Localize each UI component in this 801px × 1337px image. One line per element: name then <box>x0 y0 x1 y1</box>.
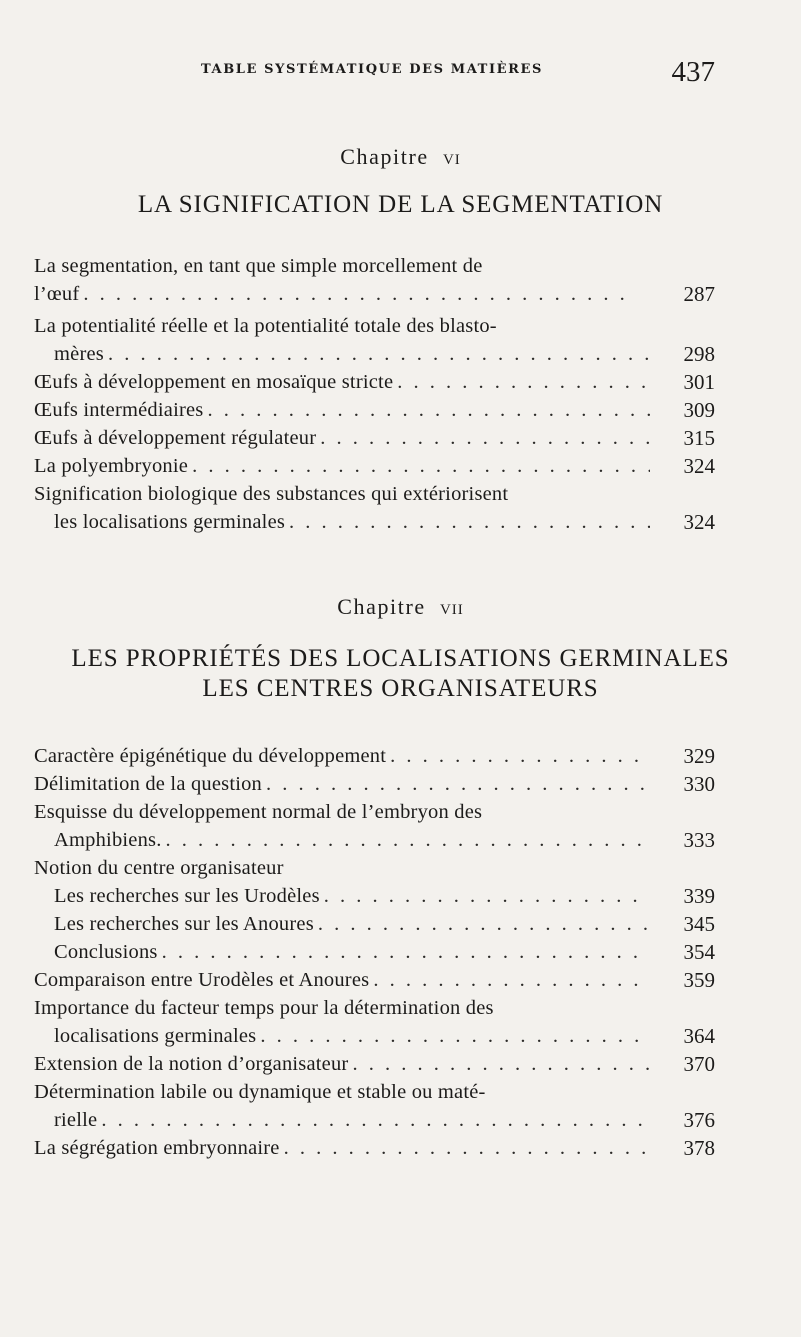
toc-page-number: 376 <box>683 1108 715 1132</box>
chapter-label: Chapitre <box>337 594 426 619</box>
toc-entry: localisations germinales . . . <box>54 1023 654 1049</box>
toc-entry: Délimitation de la question . . . <box>34 771 654 797</box>
chapter-heading-vi <box>0 144 801 170</box>
toc-page-number: 370 <box>683 1052 715 1076</box>
toc-page-number: 298 <box>683 342 715 366</box>
toc-page-number: 330 <box>683 772 715 796</box>
toc-entry-text: Détermination labile ou dynamique et stable ou maté- <box>34 1081 486 1103</box>
toc-entry: les localisations germinales . . . <box>54 509 654 535</box>
toc-entry: l’œuf . . . <box>34 281 634 307</box>
chapter-number: VII <box>439 602 464 618</box>
toc-page-number: 324 <box>683 454 715 478</box>
toc-entry: Caractère épigénétique du développement . . . <box>34 743 654 769</box>
toc-entry: Les recherches sur les Urodèles . . . <box>54 883 654 909</box>
toc-entry: La polyembryonie . . . <box>34 453 654 479</box>
chapter-title: LA SIGNIFICATION DE LA SEGMENTATION <box>137 191 664 218</box>
toc-page-number: 309 <box>683 398 715 422</box>
toc-entry: mères . . . <box>54 341 654 367</box>
toc-entry: Amphibiens. . . . <box>54 827 654 853</box>
toc-entry: La ségrégation embryonnaire . . . <box>34 1135 654 1161</box>
toc-page-number: 378 <box>683 1136 715 1160</box>
toc-entry: rielle . . . <box>54 1107 654 1133</box>
toc-page-number: 329 <box>683 744 715 768</box>
toc-entry: Conclusions . . . <box>54 939 654 965</box>
chapter-number: VI <box>442 152 461 168</box>
toc-page-number: 359 <box>683 968 715 992</box>
running-head <box>0 56 801 94</box>
toc-page-number: 364 <box>683 1024 715 1048</box>
toc-entry: Extension de la notion d’organisateur . . . <box>34 1051 654 1077</box>
chapter-title-line: LES CENTRES ORGANISATEURS <box>202 675 599 702</box>
toc-page-number: 354 <box>683 940 715 964</box>
toc-page-number: 301 <box>683 370 715 394</box>
toc-entry: Œufs à développement en mosaïque stricte . . . <box>34 369 654 395</box>
page-number: 437 <box>671 56 715 88</box>
toc-entry-text: La segmentation, en tant que simple morcellement de <box>34 255 483 277</box>
toc-page-number: 345 <box>683 912 715 936</box>
toc-page-number: 333 <box>683 828 715 852</box>
toc-page-number: 315 <box>683 426 715 450</box>
toc-entry: Notion du centre organisateur <box>34 857 284 879</box>
running-title: TABLE SYSTÉMATIQUE DES MATIÈRES <box>200 62 544 77</box>
toc-entry-text: La potentialité réelle et la potentialité totale des blasto- <box>34 315 497 337</box>
toc-entry-text: Esquisse du développement normal de l’embryon des <box>34 801 483 823</box>
toc-page-number: 339 <box>683 884 715 908</box>
chapter-label: Chapitre <box>340 144 429 169</box>
toc-entry-text: Importance du facteur temps pour la détermination des <box>34 997 494 1019</box>
toc-page-number: 324 <box>683 510 715 534</box>
toc-entry: Œufs à développement régulateur . . . <box>34 425 654 451</box>
toc-entry: Comparaison entre Urodèles et Anoures . . . <box>34 967 654 993</box>
toc-page-number: 287 <box>683 282 715 306</box>
chapter-heading-vii <box>0 594 801 620</box>
toc-entry: Les recherches sur les Anoures . . . <box>54 911 654 937</box>
toc-entry-text: Signification biologique des substances qui extériorisent <box>34 483 509 505</box>
chapter-title-line: LES PROPRIÉTÉS DES LOCALISATIONS GERMINALES <box>71 645 730 672</box>
toc-entry: Œufs intermédiaires . . . <box>34 397 654 423</box>
